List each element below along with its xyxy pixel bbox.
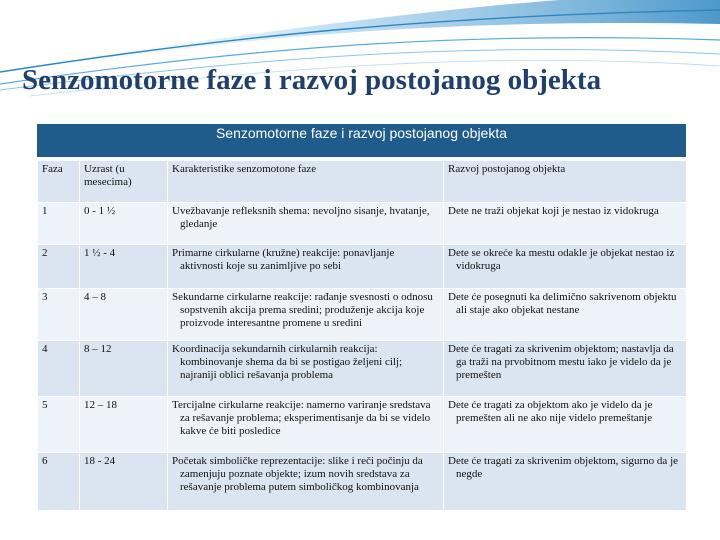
cell-faza: 5 xyxy=(38,397,80,453)
cell-uzrast: 4 – 8 xyxy=(80,289,168,341)
col-header-razvoj: Razvoj postojanog objekta xyxy=(444,161,687,203)
cell-razvoj xyxy=(444,245,687,289)
cell-karakteristike-text: Tercijalne cirkularne reakcije: namerno variranje sredstava za rešavanje problema; eksperimentisanje da bi se videlo kakve će biti posledice xyxy=(172,399,431,437)
cell-faza: 6 xyxy=(38,453,80,511)
table-row xyxy=(38,453,687,511)
table-header-row xyxy=(38,161,687,203)
cell-uzrast: 8 – 12 xyxy=(80,341,168,397)
cell-razvoj-text: Dete ne traži objekat koji je nestao iz vidokruga xyxy=(448,205,659,217)
table-row xyxy=(38,245,687,289)
table-caption: Senzomotorne faze i razvoj postojanog objekta xyxy=(215,125,508,141)
slide-title: Senzomotorne faze i razvoj postojanog objekta xyxy=(22,64,602,96)
cell-razvoj xyxy=(444,397,687,453)
cell-karakteristike-text: Koordinacija sekundarnih cirkularnih reakcija: kombinovanje shema da bi se postigao željeni cilj; najraniji oblici rešavanja problema xyxy=(172,343,403,381)
table-row xyxy=(38,341,687,397)
col-header-faza: Faza xyxy=(38,161,80,203)
cell-razvoj xyxy=(444,203,687,245)
cell-razvoj-text: Dete će posegnuti ka delimično sakrivenom objektu ali staje ako objekat nestane xyxy=(448,291,677,316)
table-row xyxy=(38,397,687,453)
cell-karakteristike xyxy=(168,245,444,289)
table-row xyxy=(38,203,687,245)
cell-uzrast: 1 ½ - 4 xyxy=(80,245,168,289)
table-row xyxy=(38,289,687,341)
table-caption-band xyxy=(37,124,686,157)
cell-faza: 3 xyxy=(38,289,80,341)
cell-karakteristike xyxy=(168,453,444,511)
cell-karakteristike xyxy=(168,203,444,245)
col-header-karakteristike: Karakteristike senzomotone faze xyxy=(168,161,444,203)
cell-faza: 1 xyxy=(38,203,80,245)
cell-faza: 2 xyxy=(38,245,80,289)
cell-razvoj-text: Dete će tragati za skrivenim objektom, sigurno da je negde xyxy=(448,455,679,480)
col-header-uzrast: Uzrast (u mesecima) xyxy=(80,161,168,203)
cell-uzrast: 0 - 1 ½ xyxy=(80,203,168,245)
stages-table xyxy=(37,160,687,511)
cell-karakteristike-text: Primarne cirkularne (kružne) reakcije: ponavljanje aktivnosti koje su zanimljive po sebi xyxy=(172,247,395,272)
cell-karakteristike xyxy=(168,289,444,341)
cell-uzrast: 12 – 18 xyxy=(80,397,168,453)
cell-karakteristike xyxy=(168,341,444,397)
cell-karakteristike-text: Uvežbavanje refleksnih shema: nevoljno sisanje, hvatanje, gledanje xyxy=(172,205,430,230)
cell-razvoj xyxy=(444,289,687,341)
cell-razvoj-text: Dete će tragati za objektom ako je videlo da je premešten ali ne ako nije videlo premeštanje xyxy=(448,399,653,424)
cell-razvoj xyxy=(444,453,687,511)
cell-razvoj-text: Dete se okreće ka mestu odakle je objekat nestao iz vidokruga xyxy=(448,247,675,272)
cell-faza: 4 xyxy=(38,341,80,397)
cell-karakteristike xyxy=(168,397,444,453)
cell-karakteristike-text: Početak simboličke reprezentacije: slike i reči počinju da zamenjuju poznate objekte; izum novih sredstava za rešavanje problema putem simboličkog kombinovanja xyxy=(172,455,423,493)
cell-razvoj xyxy=(444,341,687,397)
cell-uzrast: 18 - 24 xyxy=(80,453,168,511)
cell-karakteristike-text: Sekundarne cirkularne reakcije: rađanje svesnosti o odnosu sopstvenih akcija prema sredini; produženje akcija koje proizvode interesantne promene u sredini xyxy=(172,291,433,329)
cell-razvoj-text: Dete će tragati za skrivenim objektom; nastavlja da ga traži na prvobitnom mestu iako je videlo da je premešten xyxy=(448,343,674,381)
